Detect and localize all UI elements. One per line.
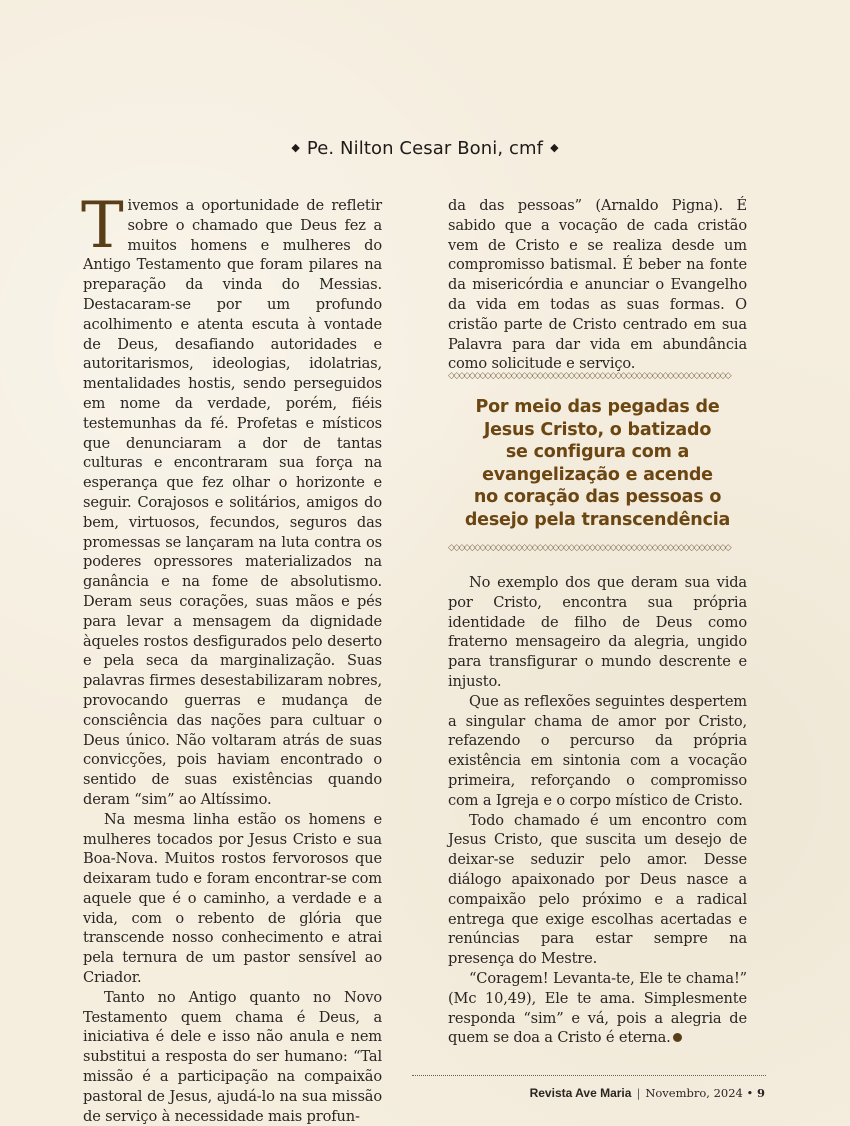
left-column — [81, 189, 382, 1126]
paragraph-7: Todo chamado é um encontro com Jesus Cristo, que suscita um desejo de deixar-se seduzir pelo amor. Desse diálogo apaixonado por Deus nasce a compaixão pelo próximo e a radical entrega que exige escolhas acertadas e renúncias para estar sempre na presença do Mestre. — [448, 811, 747, 968]
paragraph-1 — [81, 189, 382, 810]
pull-quote-line: no coração das pessoas o — [473, 487, 722, 507]
author-byline — [0, 138, 850, 159]
pull-quote-bottom-border: ◇◇◇◇◇◇◇◇◇◇◇◇◇◇◇◇◇◇◇◇◇◇◇◇◇◇◇◇◇◇◇◇◇◇◇◇◇◇◇◇◇◇◇◇◇◇◇◇◇◇◇◇◇◇ — [448, 544, 730, 552]
paragraph-8-text: “Coragem! Levanta-te, Ele te chama!” (Mc 10,49), Ele te ama. Simplesmente responda “sim” e vá, pois a alegria de quem se doa a Cristo é eterna. — [448, 969, 747, 1047]
end-mark-icon — [673, 1033, 682, 1042]
footer-divider — [412, 1075, 766, 1076]
page-footer — [530, 1086, 765, 1100]
pull-quote-line: Por meio das pegadas de — [475, 397, 720, 417]
paragraph-8 — [448, 969, 747, 1048]
paragraph-4: da das pessoas” (Arnaldo Pigna). É sabido que a vocação de cada cristão vem de Cristo e se realiza desde um compromisso batismal. É beber na fonte da misericórdia e anunciar o Evangelho da vida em todas as suas formas. O cristão parte de Cristo centrado em sua Palavra para dar vida em abundância como solicitude e serviço. — [448, 197, 747, 373]
pull-quote-line: Jesus Cristo, o batizado — [483, 419, 712, 440]
right-column-bottom — [448, 573, 747, 1048]
diamond-left-icon: ◆ — [291, 141, 300, 154]
footer-separator: | — [636, 1086, 641, 1100]
diamond-right-icon: ◆ — [550, 141, 559, 154]
bullet-icon: • — [746, 1086, 754, 1100]
pull-quote-line: se configura com a — [505, 442, 690, 462]
pull-quote-line: evangelização e acende — [482, 464, 713, 485]
pull-quote-box — [448, 372, 747, 556]
right-column-top — [448, 196, 747, 374]
drop-cap: T — [81, 189, 124, 263]
magazine-name: Revista Ave Maria — [529, 1086, 632, 1100]
paragraph-3: Tanto no Antigo quanto no Novo Testamento quem chama é Deus, a iniciativa é dele e isso não anula e nem substitui a resposta do ser humano: “Tal missão é a participação na compaixão pastoral de Jesus, ajudá-lo na sua missão de serviço à necessidade mais profun- — [83, 988, 382, 1125]
issue-date: Novembro, 2024 — [645, 1086, 743, 1100]
page-number: 9 — [756, 1086, 765, 1100]
pull-quote — [448, 396, 747, 531]
pull-quote-line: desejo pela transcendência — [464, 509, 731, 530]
paragraph-6: Que as reflexões seguintes despertem a singular chama de amor por Cristo, refazendo o percurso da própria existência em sintonia com a vocação primeira, reforçando o compromisso com a Igreja e o corpo místico de Cristo. — [448, 692, 747, 809]
paragraph-5: No exemplo dos que deram sua vida por Cristo, encontra sua própria identidade de filho de Deus como fraterno mensageiro da alegria, ungido para transfigurar o mundo descrente e injusto. — [448, 574, 747, 690]
pull-quote-top-border: ◇◇◇◇◇◇◇◇◇◇◇◇◇◇◇◇◇◇◇◇◇◇◇◇◇◇◇◇◇◇◇◇◇◇◇◇◇◇◇◇◇◇◇◇◇◇◇◇◇◇◇◇◇◇ — [448, 372, 730, 380]
author-name: Pe. Nilton Cesar Boni, cmf — [306, 138, 544, 159]
paragraph-2: Na mesma linha estão os homens e mulheres tocados por Jesus Cristo e sua Boa-Nova. Muitos rostos fervorosos que deixaram tudo e foram encontrar-se com aquele que é o caminho, a verdade e a vida, com o rebento de glória que transcende nosso conhecimento e atrai pela ternura de um pastor sensível ao Criador. — [83, 810, 382, 987]
paragraph-1-text: ivemos a oportunidade de refletir sobre o chamado que Deus fez a muitos homens e mulheres do Antigo Testamento que foram pilares na preparação da vinda do Messias. Destacaram-se por um profundo acolhimento e atenta escuta à vontade de Deus, desafiando autoridades e autoritarismos, ideologias, idolatrias, mentalidades hostis, sendo perseguidos em nome da verdade, porém, fiéis testemunhas da fé. Profetas e místicos que denunciaram a dor de tantas culturas e encontraram sua força na esperança que fez olhar o horizonte e seguir. Corajosos e solitários, amigos do bem, virtuosos, fecundos, seguros das promessas se lançaram na luta contra os poderes opressores materializados na ganância e na fome de absolutismo. Deram seus corações, suas mãos e pés para levar a mensagem da dignidade àqueles rostos desfigurados pelo deserto e pela seca da marginalização. Suas palavras firmes desestabilizaram nobres, provocando guerras e mudança de consciência das nações para cultuar o Deus único. Não voltaram atrás de suas convicções, pois haviam encontrado o sentido de suas existências quando deram “sim” ao Altíssimo. — [83, 197, 382, 808]
